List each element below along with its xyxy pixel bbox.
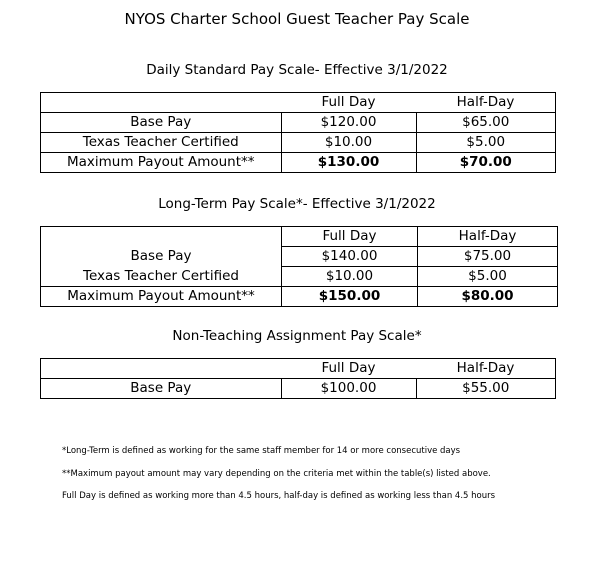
full-day-value: $100.00 — [281, 379, 416, 399]
table-row — [41, 379, 556, 399]
full-day-value: $150.00 — [282, 287, 418, 307]
full-day-value: $10.00 — [281, 133, 416, 153]
footnote-long-term: *Long-Term is defined as working for the same staff member for 14 or more consecutive days — [62, 446, 461, 456]
row-label: Base Pay — [41, 379, 282, 399]
half-day-value: $65.00 — [416, 113, 556, 133]
table-row — [41, 247, 558, 267]
half-day-value: $5.00 — [418, 267, 558, 287]
table-row — [41, 153, 556, 173]
row-label: Base Pay — [41, 247, 282, 267]
table-header-row — [41, 93, 556, 113]
non-teaching-pay-scale-heading: Non-Teaching Assignment Pay Scale* — [172, 328, 422, 344]
half-day-header: Half-Day — [418, 227, 558, 247]
full-day-header: Full Day — [281, 93, 416, 113]
long-term-pay-scale-table — [40, 226, 558, 307]
page-title: NYOS Charter School Guest Teacher Pay Scale — [124, 10, 470, 28]
half-day-value: $75.00 — [418, 247, 558, 267]
row-label: Maximum Payout Amount** — [41, 287, 282, 307]
full-day-header: Full Day — [282, 227, 418, 247]
full-day-value: $130.00 — [281, 153, 416, 173]
row-label: Texas Teacher Certified — [41, 133, 282, 153]
table-row — [41, 267, 558, 287]
footnote-max-payout: **Maximum payout amount may vary depending on the criteria met within the table(s) listed above. — [62, 469, 491, 479]
full-day-value: $120.00 — [281, 113, 416, 133]
long-term-pay-scale-heading: Long-Term Pay Scale*- Effective 3/1/2022 — [158, 196, 436, 212]
table-row — [41, 287, 558, 307]
half-day-value: $70.00 — [416, 153, 556, 173]
row-label: Maximum Payout Amount** — [41, 153, 282, 173]
table-header-row — [41, 359, 556, 379]
table-header-row — [41, 227, 558, 247]
daily-pay-scale-table — [40, 92, 556, 173]
half-day-header: Half-Day — [416, 93, 556, 113]
table-row — [41, 113, 556, 133]
footnote-day-definition: Full Day is defined as working more than 4.5 hours, half-day is defined as working less than 4.5 hours — [62, 491, 496, 501]
full-day-header: Full Day — [281, 359, 416, 379]
half-day-header: Half-Day — [416, 359, 556, 379]
row-label: Texas Teacher Certified — [41, 267, 282, 287]
row-label: Base Pay — [41, 113, 282, 133]
daily-pay-scale-heading: Daily Standard Pay Scale- Effective 3/1/2022 — [146, 62, 448, 78]
half-day-value: $80.00 — [418, 287, 558, 307]
non-teaching-pay-scale-table — [40, 358, 556, 399]
full-day-value: $140.00 — [282, 247, 418, 267]
half-day-value: $5.00 — [416, 133, 556, 153]
half-day-value: $55.00 — [416, 379, 556, 399]
full-day-value: $10.00 — [282, 267, 418, 287]
table-row — [41, 133, 556, 153]
